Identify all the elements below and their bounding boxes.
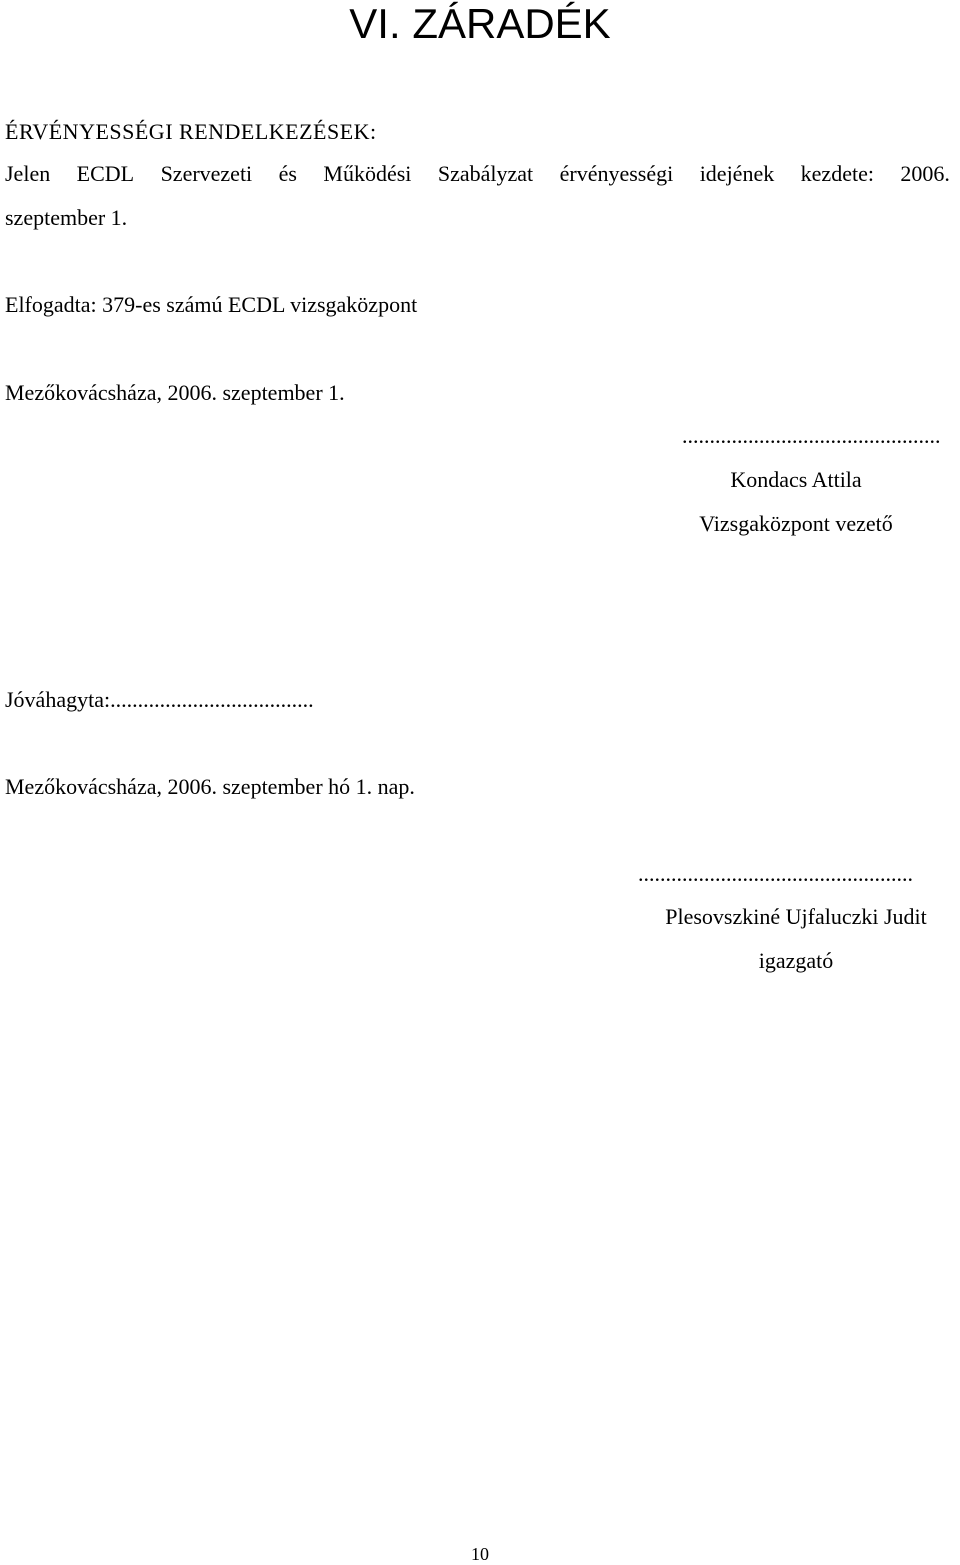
validity-word: 2006. — [900, 161, 950, 186]
validity-date-continuation: szeptember 1. — [5, 205, 128, 230]
validity-word: Működési — [323, 161, 412, 186]
signer-1-name: Kondacs Attila — [730, 467, 862, 492]
validity-word: érvényességi — [559, 161, 674, 186]
signature-line-1: ............................................... — [682, 423, 941, 448]
validity-word: és — [278, 161, 297, 186]
signature-line-2: .................................................. — [638, 861, 913, 886]
validity-heading: ÉRVÉNYESSÉGI RENDELKEZÉSEK: — [5, 119, 377, 144]
validity-word: Jelen — [5, 161, 51, 186]
validity-statement-line — [5, 161, 950, 187]
approved-place-date: Mezőkovácsháza, 2006. szeptember hó 1. nap. — [5, 774, 415, 799]
validity-word: Szabályzat — [437, 161, 534, 186]
signer-2-name: Plesovszkiné Ujfaluczki Judit — [665, 904, 927, 929]
accepted-by-text: Elfogadta: 379-es számú ECDL vizsgaközpont — [5, 292, 418, 317]
approved-by-label: Jóváhagyta:..................................... — [5, 687, 314, 712]
accepted-place-date: Mezőkovácsháza, 2006. szeptember 1. — [5, 380, 345, 405]
validity-word: idejének — [699, 161, 775, 186]
validity-word: ECDL — [76, 161, 135, 186]
page-title: VI. ZÁRADÉK — [349, 0, 611, 47]
page-number: 10 — [471, 1544, 489, 1564]
validity-word: kezdete: — [800, 161, 874, 186]
validity-word: Szervezeti — [160, 161, 253, 186]
signer-1-role: Vizsgaközpont vezető — [699, 511, 893, 536]
signer-2-role: igazgató — [758, 948, 834, 973]
